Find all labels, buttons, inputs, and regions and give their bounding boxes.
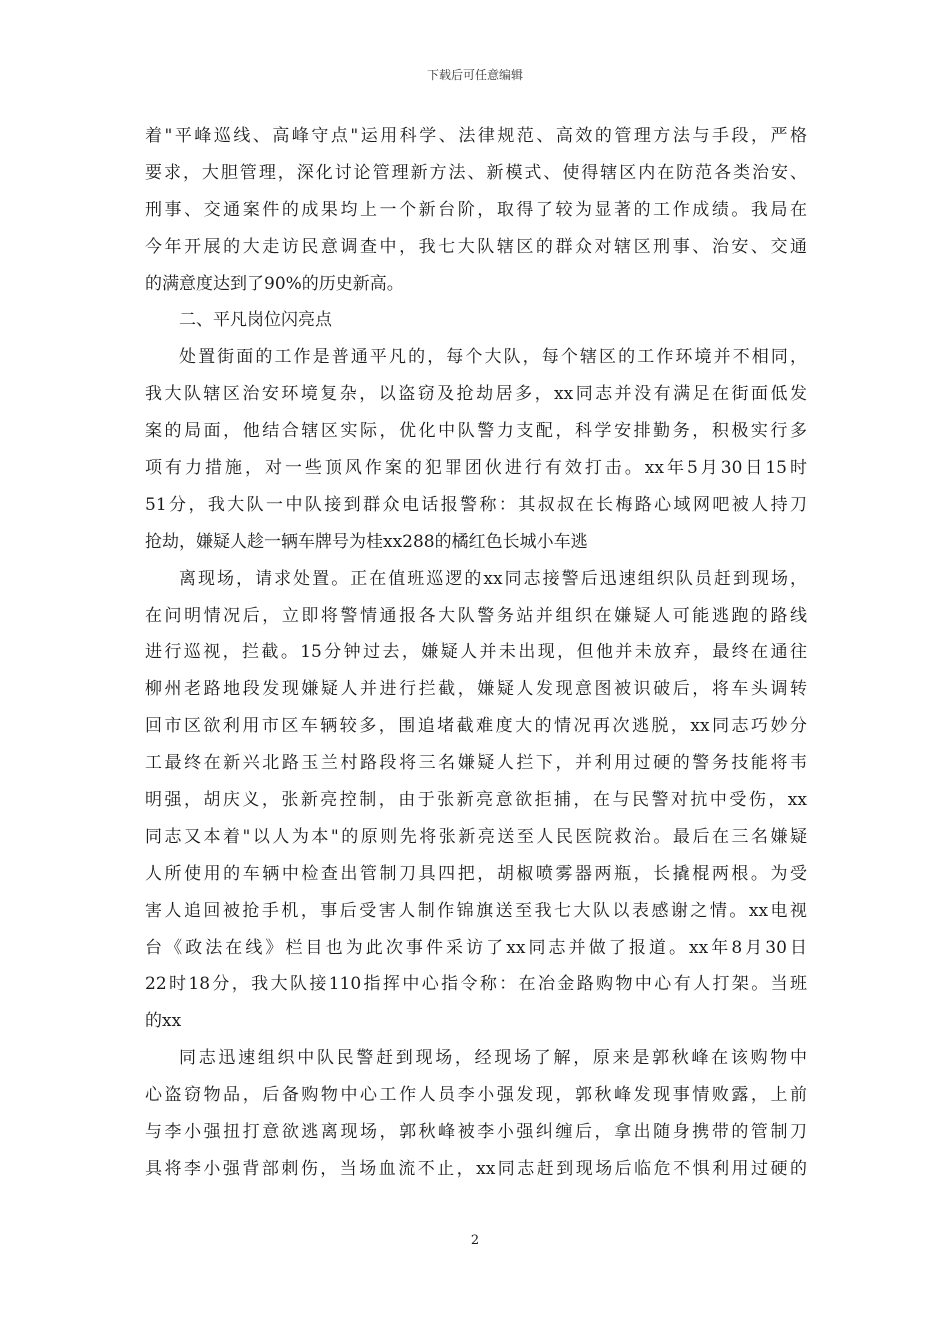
text-line: 刑事、交通案件的成果均上一个新台阶，取得了较为显著的工作成绩。我局在: [145, 199, 807, 220]
section-heading: 二、平凡岗位闪亮点: [179, 310, 332, 331]
text-line: 我大队辖区治安环境复杂，以盗窃及抢劫居多，xx同志并没有满足在街面低发: [145, 384, 807, 405]
text-line: 要求，大胆管理，深化讨论管理新方法、新模式、使得辖区内在防范各类治安、: [145, 162, 807, 183]
text-line: 的满意度达到了90%的历史新高。: [145, 273, 404, 294]
text-line: 22时18分，我大队接110指挥中心指令称：在冶金路购物中心有人打架。当班: [145, 974, 807, 995]
text-line: 柳州老路地段发现嫌疑人并进行拦截，嫌疑人发现意图被识破后，将车头调转: [145, 679, 807, 700]
text-line: 抢劫，嫌疑人趁一辆车牌号为桂xx288的橘红色长城小车逃: [145, 531, 588, 552]
text-line: 同志又本着"以人为本"的原则先将张新亮送至人民医院救治。最后在三名嫌疑: [145, 826, 807, 847]
text-line: 51分，我大队一中队接到群众电话报警称：其叔叔在长梅路心域网吧被人持刀: [145, 494, 807, 515]
text-line: 台《政法在线》栏目也为此次事件采访了xx同志并做了报道。xx年8月30日: [145, 937, 807, 958]
text-line: 心盗窃物品，后备购物中心工作人员李小强发现，郭秋峰发现事情败露，上前: [145, 1085, 807, 1106]
text-line: 明强，胡庆义，张新亮控制，由于张新亮意欲拒捕，在与民警对抗中受伤，xx: [145, 790, 807, 811]
text-line: 着"平峰巡线、高峰守点"运用科学、法律规范、高效的管理方法与手段，严格: [145, 126, 807, 146]
text-line: 案的局面，他结合辖区实际，优化中队警力支配，科学安排勤务，积极实行多: [145, 421, 807, 442]
text-line: 处置街面的工作是普通平凡的，每个大队，每个辖区的工作环境并不相同，: [179, 347, 807, 368]
page-header: 下载后可任意编辑: [426, 68, 523, 82]
page-number: 2: [470, 1233, 480, 1248]
text-line: 同志迅速组织中队民警赶到现场，经现场了解，原来是郭秋峰在该购物中: [179, 1048, 807, 1069]
text-line: 在问明情况后，立即将警情通报各大队警务站并组织在嫌疑人可能逃跑的路线: [145, 605, 807, 626]
text-line: 离现场，请求处置。正在值班巡逻的xx同志接警后迅速组织队员赶到现场，: [179, 568, 807, 589]
text-line: 人所使用的车辆中检查出管制刀具四把，胡椒喷雾器两瓶，长撬棍两根。为受: [145, 863, 807, 884]
text-line: 工最终在新兴北路玉兰村路段将三名嫌疑人拦下，并利用过硬的警务技能将韦: [145, 753, 807, 774]
text-line: 具将李小强背部刺伤，当场血流不止，xx同志赶到现场后临危不惧利用过硬的: [145, 1158, 807, 1179]
text-line: 害人追回被抢手机，事后受害人制作锦旗送至我七大队以表感谢之情。xx电视: [145, 900, 807, 921]
text-line: 回市区欲利用市区车辆较多，围追堵截难度大的情况再次逃脱，xx同志巧妙分: [145, 716, 807, 737]
text-line: 进行巡视，拦截。15分钟过去，嫌疑人并未出现，但他并未放弃，最终在通往: [145, 642, 807, 663]
text-line: 的xx: [145, 1011, 182, 1032]
text-line: 项有力措施，对一些顶风作案的犯罪团伙进行有效打击。xx年5月30日15时: [145, 458, 807, 479]
text-line: 与李小强扭打意欲逃离现场，郭秋峰被李小强纠缠后，拿出随身携带的管制刀: [145, 1122, 807, 1143]
text-line: 今年开展的大走访民意调查中，我七大队辖区的群众对辖区刑事、治安、交通: [145, 236, 807, 257]
document-body: [145, 118, 807, 1188]
